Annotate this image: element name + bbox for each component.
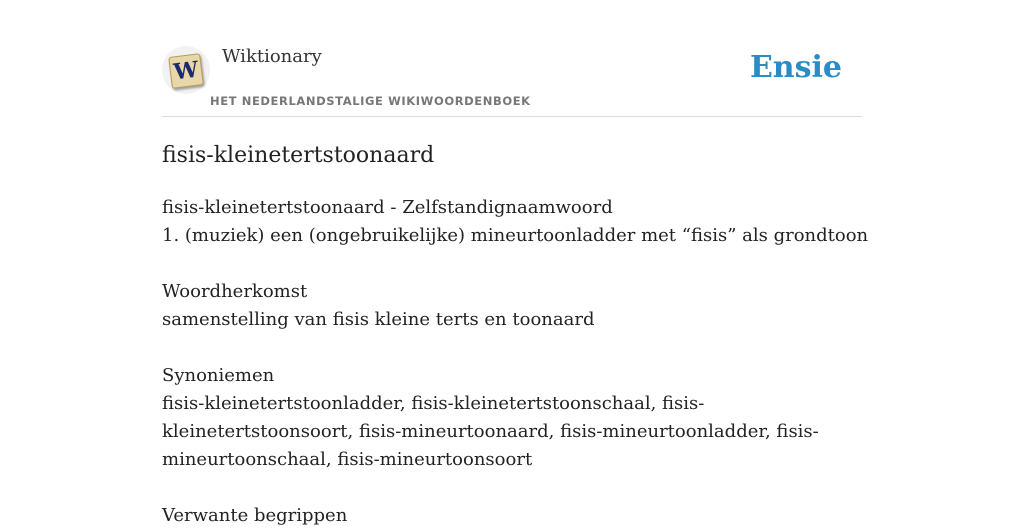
synonyms-text-line-1: fisis-kleinetertstoonladder, fisis-kleinetertstoonschaal, fisis- — [162, 393, 705, 414]
synonyms-text-line-3: mineurtoonschaal, fisis-mineurtoonsoort — [162, 449, 533, 470]
page-container — [162, 0, 869, 530]
site-tagline: HET NEDERLANDSTALIGE WIKIWOORDENBOEK — [210, 94, 531, 108]
related-section — [162, 502, 862, 530]
synonyms-text-line-2: kleinetertstoonsoort, fisis-mineurtoonaard, fisis-mineurtoonladder, fisis- — [162, 421, 819, 442]
etymology-heading: Woordherkomst — [162, 281, 308, 302]
site-name[interactable]: Wiktionary — [222, 46, 322, 67]
logo-letter: W — [172, 56, 200, 86]
definition-text: 1. (muziek) een (ongebruikelijke) mineurtoonladder met “fisis” als grondtoon — [162, 225, 869, 246]
definition-heading: fisis-kleinetertstoonaard - Zelfstandignaamwoord — [162, 197, 613, 218]
ensie-brand-link[interactable]: Ensie — [749, 50, 842, 85]
site-header — [162, 0, 862, 117]
page-title: fisis-kleinetertstoonaard — [162, 143, 435, 168]
wiktionary-logo[interactable] — [162, 46, 210, 94]
definition-section — [162, 194, 869, 250]
related-heading: Verwante begrippen — [162, 505, 348, 526]
entry-content — [162, 117, 869, 530]
synonyms-heading: Synoniemen — [162, 365, 275, 386]
wiktionary-tile-icon — [168, 53, 204, 89]
etymology-section — [162, 278, 862, 334]
synonyms-section — [162, 362, 862, 474]
etymology-text: samenstelling van fisis kleine terts en toonaard — [162, 309, 595, 330]
